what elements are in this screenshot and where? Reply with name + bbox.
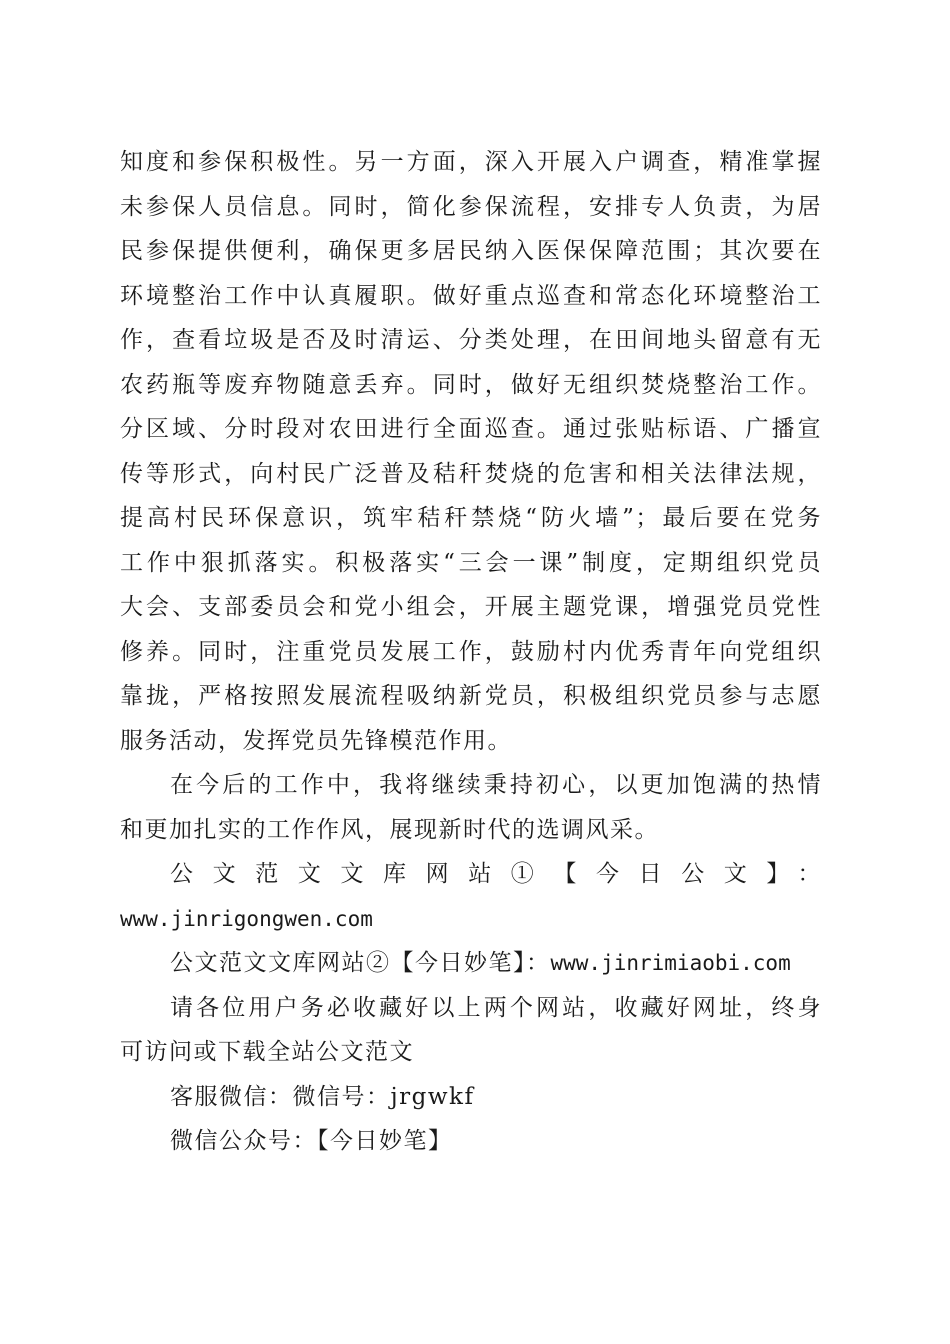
closing-line: 和更加扎实的工作作风，展现新时代的选调风采。 — [120, 816, 659, 843]
body-line: 服务活动，发挥党员先锋模范作用。 — [120, 727, 512, 754]
official-account: 微信公众号：【今日妙笔】 — [170, 1128, 453, 1154]
body-line: 修养。同时，注重党员发展工作，鼓励村内优秀青年向党组织 — [120, 638, 822, 665]
site2-line — [120, 941, 822, 986]
body-line: 提高村民环保意识，筑牢秸秆禁烧“防火墙”；最后要在党务 — [120, 505, 822, 531]
body-line: 民参保提供便利，确保更多居民纳入医保保障范围；其次要在 — [120, 238, 822, 264]
site1-url[interactable]: www.jinrigongwen.com — [120, 906, 373, 931]
site2-label: 公文范文文库网站②【今日妙笔】： — [170, 950, 551, 976]
service-wechat: 客服微信：微信号：jrgwkf — [170, 1083, 475, 1110]
body-line: 工作中狠抓落实。积极落实“三会一课”制度，定期组织党员 — [120, 549, 822, 576]
body-line: 农药瓶等废弃物随意丢弃。同时，做好无组织焚烧整治工作。 — [120, 371, 822, 398]
body-line: 分区域、分时段对农田进行全面巡查。通过张贴标语、广播宣 — [120, 416, 822, 442]
body-line: 传等形式，向村民广泛普及秸秆焚烧的危害和相关法律法规， — [120, 460, 822, 487]
body-line: 作，查看垃圾是否及时清运、分类处理，在田间地头留意有无 — [120, 327, 822, 353]
body-line: 靠拢，严格按照发展流程吸纳新党员，积极组织党员参与志愿 — [120, 683, 822, 709]
body-line: 未参保人员信息。同时，简化参保流程，安排专人负责，为居 — [120, 193, 822, 220]
body-line: 知度和参保积极性。另一方面，深入开展入户调查，精准掌握 — [120, 149, 822, 175]
notice-line: 请各位用户务必收藏好以上两个网站，收藏好网址，终身 — [170, 994, 822, 1021]
closing-line: 在今后的工作中，我将继续秉持初心，以更加饱满的热情 — [170, 772, 822, 798]
body-line: 大会、支部委员会和党小组会，开展主题党课，增强党员党性 — [120, 594, 822, 620]
notice-line: 可访问或下载全站公文范文 — [120, 1039, 414, 1065]
site1-label: 公文范文文库网站①【今日公文】： — [170, 861, 822, 887]
document-body — [120, 140, 822, 1164]
body-line: 环境整治工作中认真履职。做好重点巡查和常态化环境整治工 — [120, 282, 822, 309]
site2-url[interactable]: www.jinrimiaobi.com — [550, 951, 791, 975]
